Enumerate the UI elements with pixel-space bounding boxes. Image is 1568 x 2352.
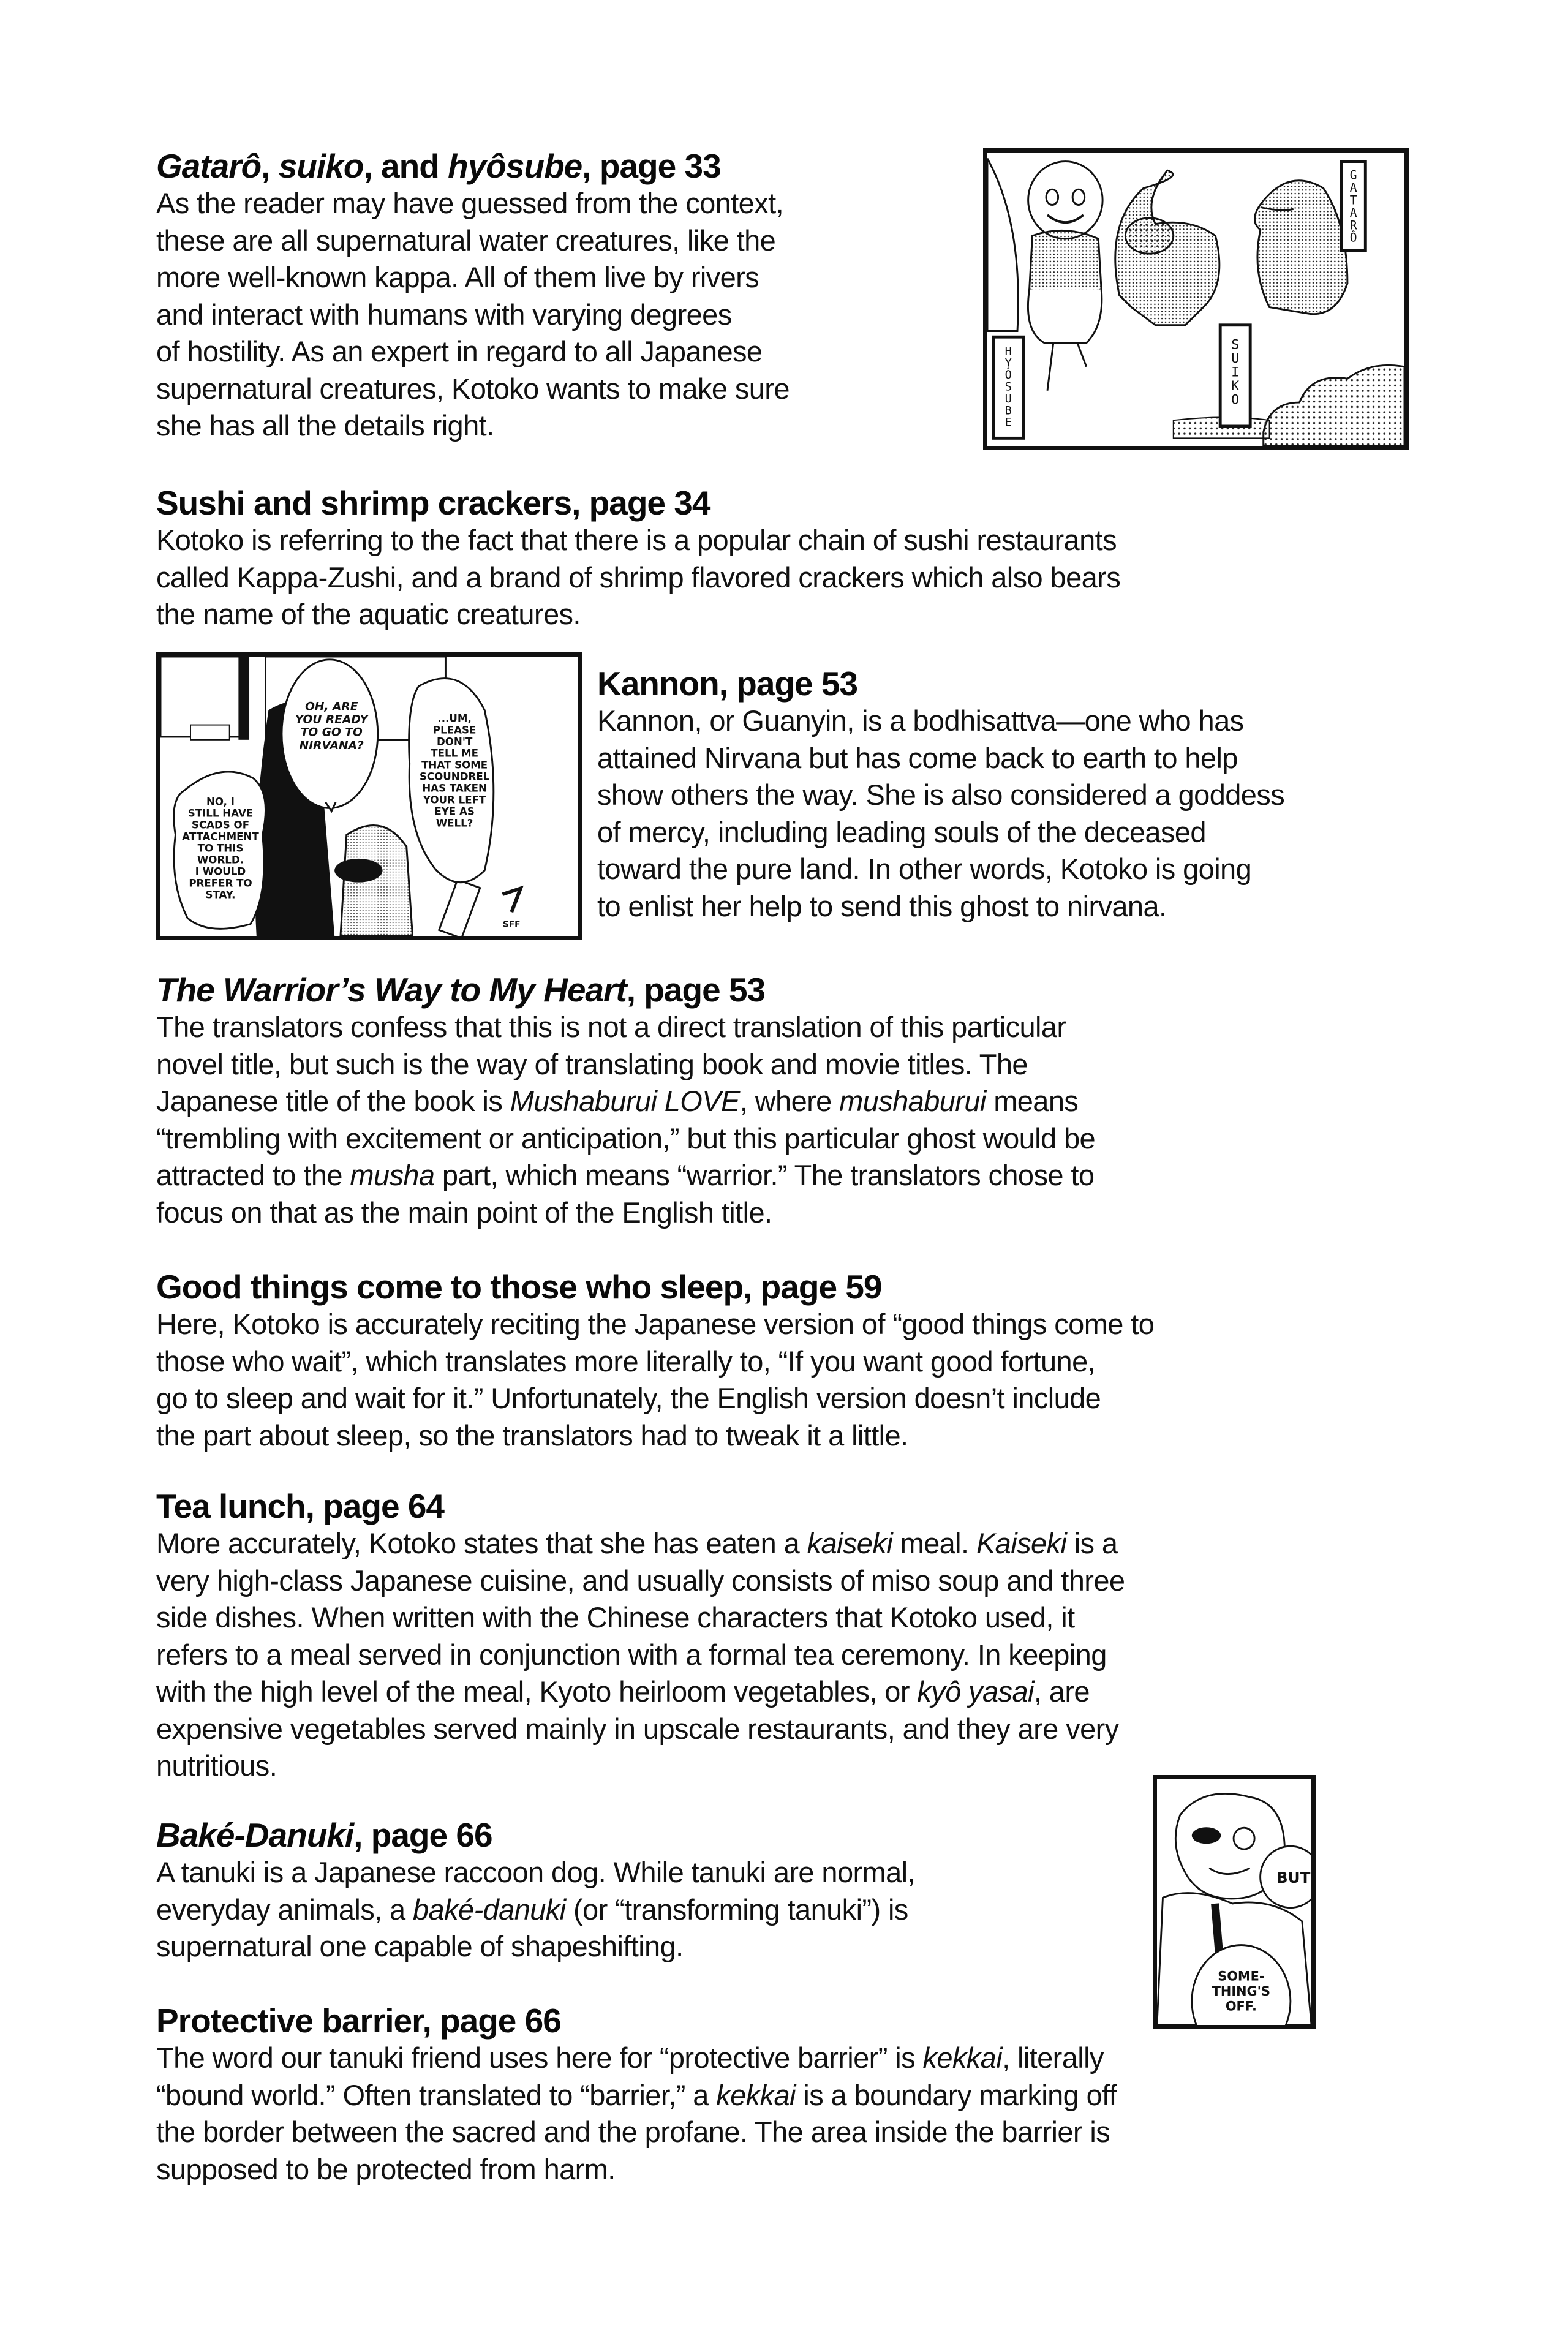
body-line-part: Japanese title of the book is [156, 1085, 510, 1117]
body-line: Kotoko is referring to the fact that there is a popular chain of sushi restaurants [156, 524, 1117, 556]
body-line: Here, Kotoko is accurately reciting the Japanese version of “good things come to [156, 1308, 1155, 1340]
bubble-line: TO THIS [197, 842, 244, 854]
note-title [156, 1487, 1442, 1525]
bubble-line: WORLD. [197, 854, 244, 866]
body-line [156, 1891, 1148, 1929]
body-line-part: kaiseki [807, 1527, 893, 1559]
note-body [156, 522, 1442, 633]
body-line-part: The word our tanuki friend uses here for “protective barrier” is [156, 2041, 923, 2074]
hyosube-figure [1028, 162, 1102, 391]
bubble-line: ATTACHMENT [182, 831, 259, 843]
label-gataro-text: G A T A R Ô [1349, 168, 1357, 245]
label-hyosube [993, 337, 1023, 438]
label-suiko-text: S U I K O [1231, 337, 1240, 408]
bubble-line: I WOULD [195, 865, 246, 878]
body-line: show others the way. She is also considered a goddess [597, 778, 1285, 811]
body-line-part: A tanuki is a Japanese raccoon dog. While tanuki are normal, [156, 1856, 915, 1888]
body-line-part: with the high level of the meal, Kyoto heirloom vegetables, or [156, 1675, 918, 1708]
body-line-part: the border between the sacred and the profane. The area inside the barrier is [156, 2116, 1110, 2148]
bubble-line: PLEASE [432, 724, 477, 736]
body-line [156, 1525, 1442, 1562]
body-line-part: More accurately, Kotoko states that she has eaten a [156, 1527, 807, 1559]
note-title [597, 665, 1424, 703]
note-body [156, 1854, 1148, 1966]
bubble-line: NIRVANA? [299, 739, 364, 752]
body-line [156, 1711, 1442, 1748]
illustration-nirvana-panel [156, 652, 582, 940]
body-line [156, 2151, 1442, 2188]
speech-bubble-no-i [174, 772, 266, 929]
body-line [156, 1928, 1148, 1966]
body-line: called Kappa-Zushi, and a brand of shrimp flavored crackers which also bears [156, 560, 1121, 594]
gataro-figure [1254, 181, 1348, 314]
note-title [156, 1816, 1148, 1854]
body-line-part: baké-danuki [413, 1893, 566, 1926]
body-line: attained Nirvana but has come back to earth to help [597, 741, 1238, 774]
note-body [597, 703, 1424, 925]
body-line [156, 1194, 1442, 1232]
bubble-line: EYE AS [434, 805, 475, 818]
note-warrior [156, 971, 1442, 1231]
body-line-part: “bound world.” Often translated to “barrier,” a [156, 2078, 717, 2111]
note-title [156, 971, 1442, 1009]
body-line-part: Kaiseki [976, 1527, 1067, 1559]
bubble-line: STILL HAVE [187, 807, 254, 820]
note-title [156, 147, 971, 185]
body-line-part: , where [739, 1085, 840, 1117]
body-line-part: expensive vegetables served mainly in upscale restaurants, and they are very [156, 1712, 1119, 1745]
body-line-part: is a [1066, 1527, 1118, 1559]
body-line: of hostility. As an expert in regard to all Japanese [156, 335, 763, 368]
label-hyosube-text: H Y Ô S U B E [1005, 345, 1012, 429]
note-bake-danuki [156, 1816, 1148, 1966]
illustration-tanuki-panel [1153, 1775, 1316, 2029]
title-part: Good things come to those who sleep, page 59 [156, 1268, 882, 1306]
body-line-part: part, which means “warrior.” The translators chose to [434, 1159, 1095, 1191]
body-line-part: musha [350, 1159, 435, 1191]
note-body [156, 1009, 1442, 1231]
body-line [156, 1854, 1148, 1891]
body-line: the part about sleep, so the translators had to tweak it a little. [156, 1419, 908, 1452]
title-part: Sushi and shrimp crackers, page 34 [156, 484, 710, 522]
body-line [156, 1562, 1442, 1600]
bubble-line: SOME- [1218, 1968, 1265, 1984]
body-line: to enlist her help to send this ghost to nirvana. [597, 889, 1167, 922]
bubble-line: HAS TAKEN [422, 782, 487, 794]
title-part: , [261, 147, 279, 185]
body-line-part: focus on that as the main point of the English title. [156, 1196, 772, 1229]
body-line [156, 1157, 1442, 1194]
title-part: Baké-Danuki [156, 1816, 354, 1854]
bubble-line: YOU READY [295, 713, 368, 726]
body-line [156, 2040, 1442, 2077]
note-title [156, 484, 1442, 522]
body-line-part: , literally [1002, 2041, 1104, 2074]
bubble-text [295, 700, 369, 752]
bubble-line: TELL ME [431, 747, 478, 760]
note-sushi [156, 484, 1442, 633]
body-line: those who wait”, which translates more literally to, “If you want good fortune, [156, 1344, 1096, 1378]
title-part: Protective barrier, page 66 [156, 2002, 561, 2040]
body-line-part: novel title, but such is the way of translating book and movie titles. The [156, 1047, 1028, 1080]
title-part: hyôsube [448, 147, 582, 185]
bubble-line: NO, I [206, 796, 235, 808]
body-line [156, 1637, 1442, 1674]
title-part: , page 33 [582, 147, 721, 185]
body-line-part: mushaburui [839, 1085, 986, 1117]
body-line-part: supposed to be protected from harm. [156, 2152, 616, 2185]
body-line-part: meal. [892, 1527, 976, 1559]
title-part: suiko [278, 147, 364, 185]
body-line: she has all the details right. [156, 409, 494, 442]
bubble-line: ...UM, [437, 712, 472, 725]
bubble-line: OFF. [1225, 1998, 1257, 2014]
body-line-part: is a boundary marking off [795, 2078, 1117, 2111]
body-line-part: nutritious. [156, 1749, 277, 1782]
note-sleep [156, 1268, 1442, 1454]
body-line-part: , are [1033, 1675, 1090, 1708]
body-line [156, 1599, 1442, 1637]
body-line-part: refers to a meal served in conjunction with a formal tea ceremony. In keeping [156, 1638, 1107, 1671]
bubble-line: SCOUNDREL [419, 771, 490, 783]
note-tea [156, 1487, 1442, 1785]
body-line [156, 1009, 1442, 1046]
body-line: the name of the aquatic creatures. [156, 598, 581, 630]
body-line-part: attracted to the [156, 1159, 350, 1191]
note-body [156, 1306, 1442, 1454]
body-line-part: kekkai [716, 2078, 796, 2111]
bubble-line: THING'S [1212, 1983, 1271, 1999]
body-line: toward the pure land. In other words, Kotoko is going [597, 853, 1252, 885]
sfx-text: SFF [502, 919, 521, 930]
body-line-part: “trembling with excitement or anticipation,” but this particular ghost would be [156, 1121, 1096, 1155]
body-line: these are all supernatural water creatures, like the [156, 224, 776, 257]
bubble-line: DON'T [436, 736, 473, 748]
body-line-part: (or “transforming tanuki”) is [565, 1893, 908, 1926]
note-kannon [597, 665, 1424, 925]
body-line-part: The translators confess that this is not a direct translation of this particular [156, 1011, 1066, 1043]
bubble-line: YOUR LEFT [423, 794, 486, 806]
body-line: go to sleep and wait for it.” Unfortunately, the English version doesn’t include [156, 1382, 1101, 1414]
body-line-part: kyô yasai [917, 1675, 1034, 1708]
note-body [156, 1525, 1442, 1785]
speech-bubble-um [409, 679, 494, 883]
body-line [156, 1120, 1442, 1158]
body-line-part: very high-class Japanese cuisine, and usually consists of miso soup and three [156, 1564, 1125, 1597]
title-part: Tea lunch, page 64 [156, 1487, 445, 1525]
body-line: and interact with humans with varying degrees [156, 298, 732, 331]
body-line: of mercy, including leading souls of the deceased [597, 815, 1206, 848]
label-suiko [1220, 325, 1250, 426]
body-line-part: Mushaburui LOVE [510, 1085, 740, 1117]
body-line [156, 2077, 1442, 2114]
body-line-part: everyday animals, a [156, 1893, 413, 1926]
bubble-line: PREFER TO [189, 877, 252, 889]
speech-bubble-but [1261, 1846, 1311, 1907]
body-line-part: side dishes. When written with the Chinese characters that Kotoko used, it [156, 1601, 1075, 1634]
note-title [156, 2002, 1442, 2040]
bubble-line: BUT [1276, 1868, 1311, 1887]
body-line [156, 1083, 1442, 1120]
body-line: more well-known kappa. All of them live by rivers [156, 261, 760, 293]
title-part: Gatarô [156, 147, 262, 185]
bubble-line: TO GO TO [300, 726, 363, 739]
body-line: Kannon, or Guanyin, is a bodhisattva—one who has [597, 704, 1244, 737]
body-line: supernatural creatures, Kotoko wants to make sure [156, 372, 790, 405]
bubble-line: SCADS OF [191, 819, 250, 831]
bubble-line: STAY. [205, 889, 236, 901]
body-line [156, 1673, 1442, 1711]
note-title [156, 1268, 1442, 1306]
title-part: Kannon, page 53 [597, 665, 858, 703]
bubble-line: THAT SOME [421, 759, 488, 771]
body-line [156, 1046, 1442, 1084]
label-gataro [1341, 162, 1365, 251]
body-line-part: means [986, 1085, 1079, 1117]
bubble-line: WELL? [435, 817, 473, 829]
body-line [156, 2114, 1442, 2151]
note-body [156, 2040, 1442, 2188]
bubble-text [1276, 1869, 1311, 1887]
title-part: , page 53 [626, 971, 766, 1009]
title-part: , and [363, 147, 448, 185]
body-line-part: supernatural one capable of shapeshifting. [156, 1930, 684, 1962]
note-gataro [156, 147, 971, 445]
note-body [156, 185, 971, 445]
suiko-figure [1115, 170, 1219, 325]
body-line: As the reader may have guessed from the context, [156, 187, 784, 219]
note-protective-barrier [156, 2002, 1442, 2188]
body-line-part: kekkai [922, 2041, 1003, 2074]
title-part: , page 66 [353, 1816, 492, 1854]
bubble-line: OH, ARE [305, 700, 358, 714]
speech-bubble-oh-are [282, 660, 378, 811]
title-part: The Warrior’s Way to My Heart [156, 971, 627, 1009]
illustration-water-creatures [983, 148, 1409, 450]
